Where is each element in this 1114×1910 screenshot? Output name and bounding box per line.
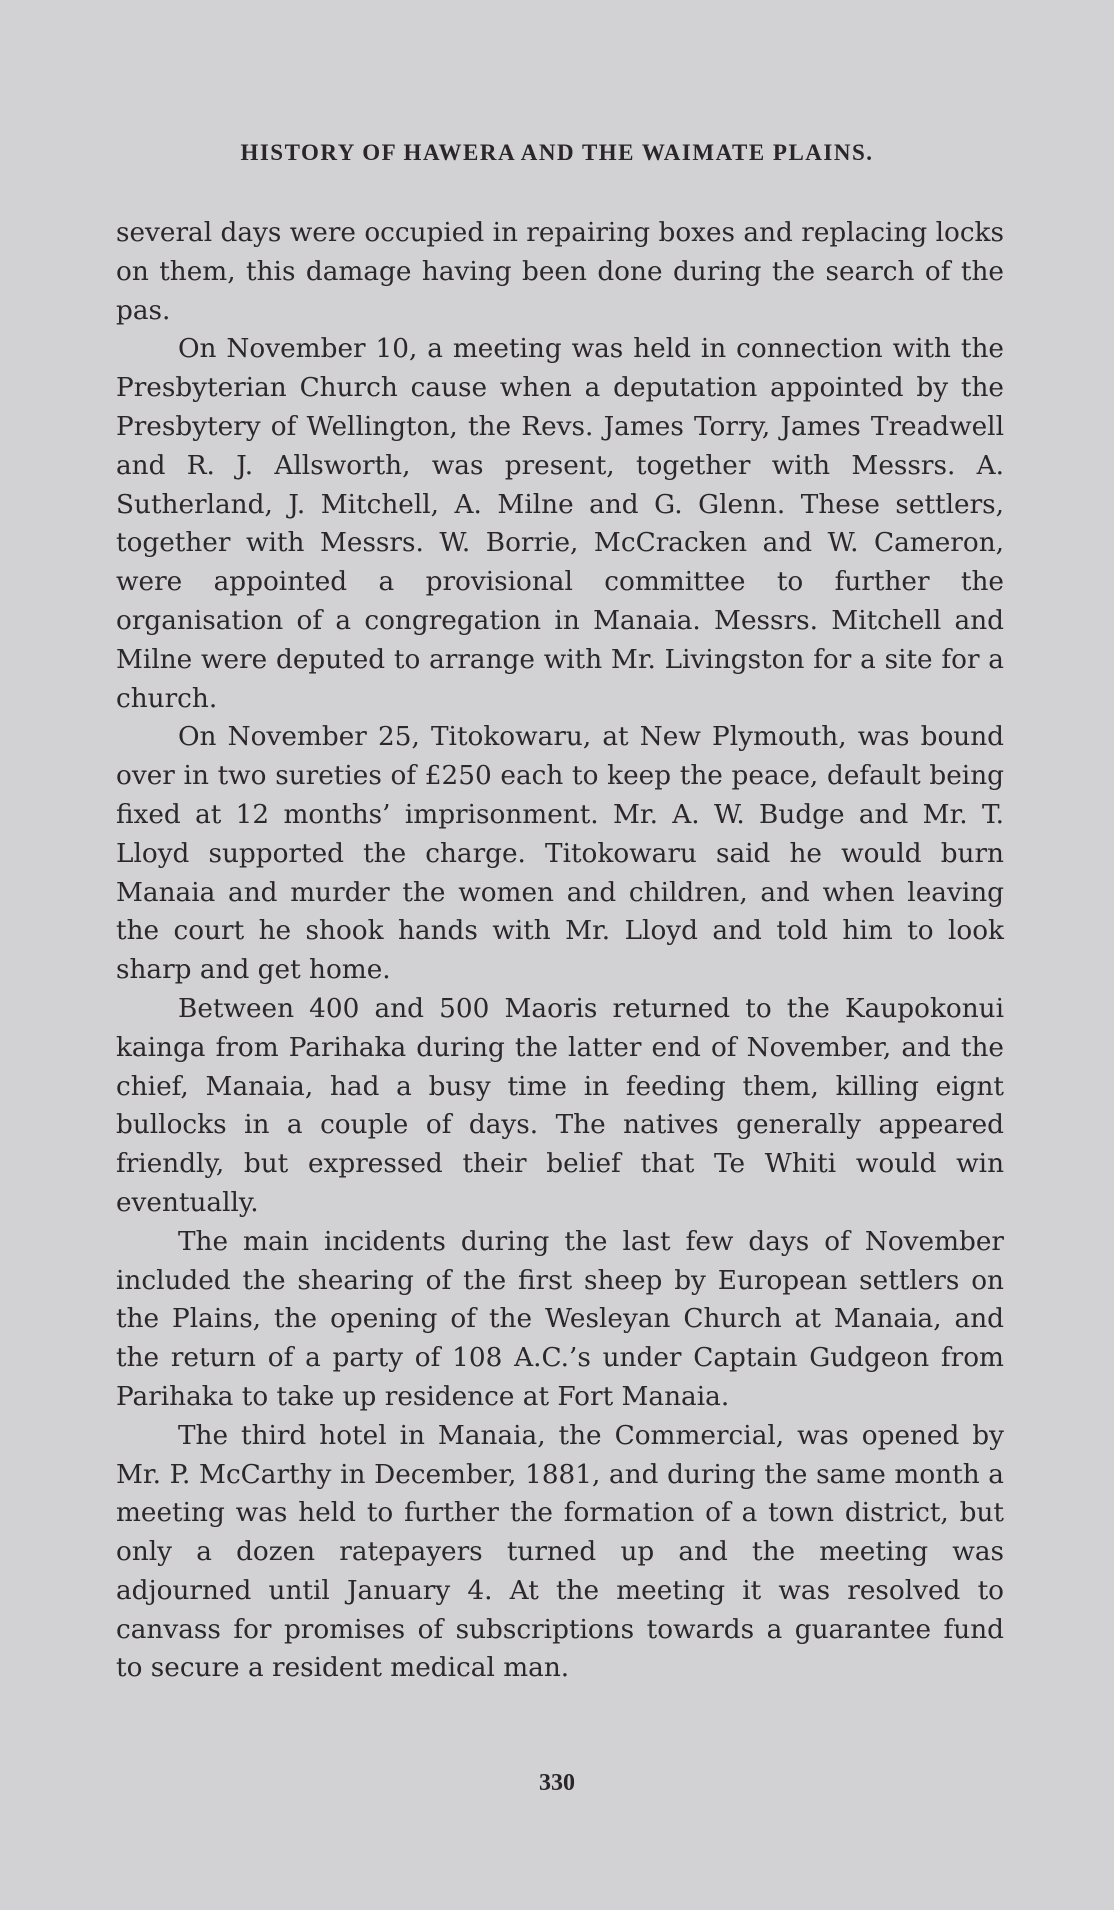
paragraph: The third hotel in Manaia, the Commercial, was opened by Mr. P. McCarthy in December, 1881, and during the same month a meeting was held to further the formation of a town district, but only a dozen ratepayers turned up and the meeting was adjourned until January 4. At the meeting it was resolved to canvass for promises of subscriptions towards a guarantee fund to secure a resident medical man. bbox=[116, 1420, 1004, 1684]
paragraph: On November 10, a meeting was held in connection with the Presbyterian Church cause when a deputation appointed by the Presbytery of Wellington, the Revs. James Torry, James Treadwell and R. J. Allsworth, was present, together with Messrs. A. Sutherland, J. Mitchell, A. Milne and G. Glenn. These settlers, together with Messrs. W. Borrie, McCracken and W. Cameron, were appointed a provisional committee to further the organisation of a congregation in Manaia. Messrs. Mitchell and Milne were deputed to arrange with Mr. Livingston for a site for a church. bbox=[116, 334, 1004, 714]
paragraph: several days were occupied in repairing boxes and replacing locks on them, this damage having been done during the search of the pas. bbox=[116, 218, 1004, 326]
paragraph: On November 25, Titokowaru, at New Plymouth, was bound over in two sureties of £250 each to keep the peace, default being fixed at 12 months’ imprisonment. Mr. A. W. Budge and Mr. T. Lloyd supported the charge. Titokowaru said he would burn Manaia and murder the women and children, and when leaving the court he shook hands with Mr. Lloyd and told him to look sharp and get home. bbox=[116, 722, 1004, 986]
running-header: HISTORY OF HAWERA AND THE WAIMATE PLAINS. bbox=[240, 140, 874, 165]
paragraph: Between 400 and 500 Maoris returned to the Kaupokonui kainga from Parihaka during the latter end of November, and the chief, Manaia, had a busy time in feeding them, killing eignt bullocks in a couple of days. The natives generally appeared friendly, but expressed their belief that Te Whiti would win eventually. bbox=[116, 993, 1004, 1218]
page-number: 330 bbox=[539, 1770, 575, 1796]
body-text bbox=[116, 214, 1004, 1688]
paragraph: The main incidents during the last few days of November included the shearing of the first sheep by European settlers on the Plains, the opening of the Wesleyan Church at Manaia, and the return of a party of 108 A.C.’s under Captain Gudgeon from Parihaka to take up residence at Fort Manaia. bbox=[116, 1226, 1004, 1412]
